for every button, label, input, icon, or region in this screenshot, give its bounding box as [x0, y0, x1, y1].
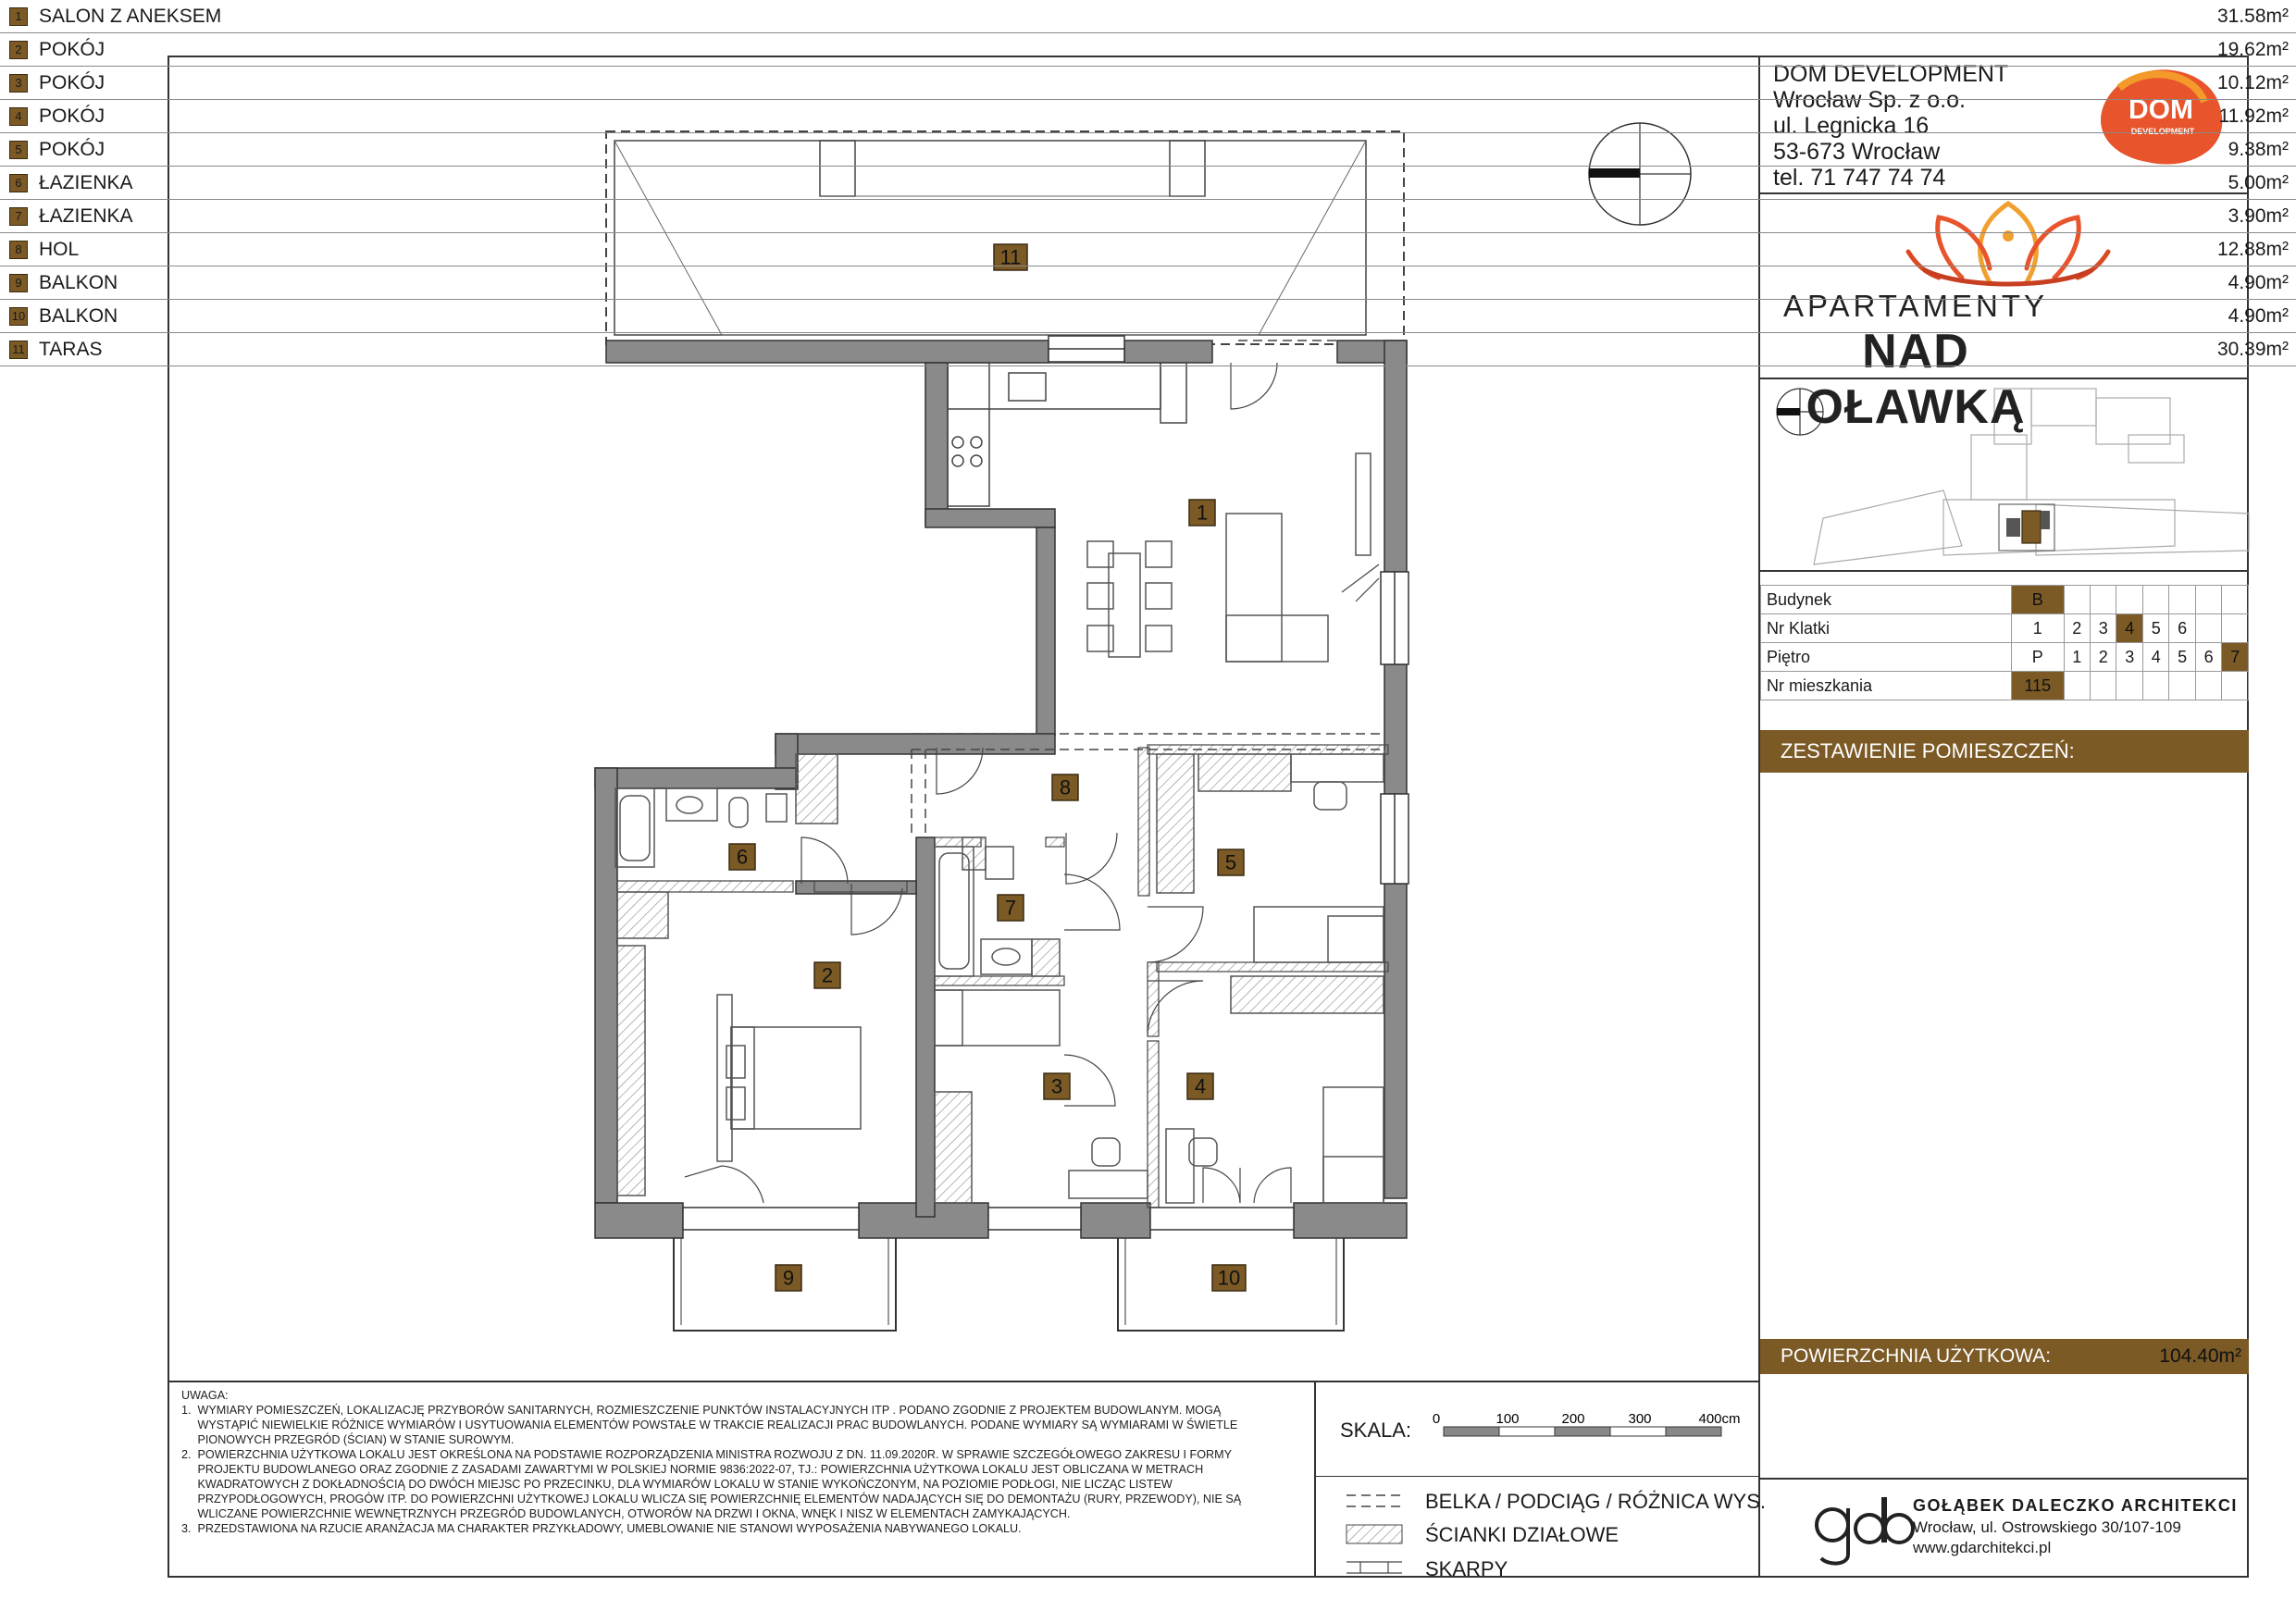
floor-option-2: 2	[2090, 643, 2116, 672]
developer-phone: tel. 71 747 74 74	[1773, 165, 1946, 191]
plan-label-1	[1189, 500, 1215, 526]
building-row	[1761, 586, 2249, 614]
plan-label-6	[729, 844, 755, 870]
legend-item-partitions: ŚCIANKI DZIAŁOWE	[1425, 1523, 1620, 1546]
room-area: 4.90m²	[2228, 272, 2289, 293]
room-number-badge: 1	[9, 7, 28, 26]
room-area: 4.90m²	[2228, 305, 2289, 327]
room-row	[0, 100, 2296, 133]
notes-block	[181, 1388, 1310, 1536]
scale-bar	[1433, 1411, 1741, 1436]
developer-city: 53-673 Wrocław	[1773, 139, 1941, 165]
floor-option-p: P	[2012, 643, 2065, 672]
room-number-badge: 6	[9, 174, 28, 192]
plan-label-7	[998, 895, 1024, 921]
floor-option-4: 4	[2142, 643, 2168, 672]
svg-text:3: 3	[1050, 1074, 1063, 1098]
room-row	[0, 200, 2296, 233]
plan-label-5	[1218, 849, 1244, 875]
svg-text:10: 10	[1217, 1266, 1241, 1290]
hatched-wall-icon	[1347, 1525, 1402, 1543]
svg-text:DEVELOPMENT: DEVELOPMENT	[2130, 127, 2195, 136]
scale-tick-1: 100	[1496, 1411, 1520, 1427]
floor-option-7: 7	[2222, 643, 2249, 672]
plan-label-10	[1212, 1265, 1246, 1291]
room-number-badge: 2	[9, 41, 28, 59]
window-reveal-icon	[1347, 1562, 1402, 1573]
room-name: POKÓJ	[39, 72, 105, 93]
bedroom-5-furniture	[1157, 754, 1384, 962]
note-line: UWAGA:	[181, 1389, 229, 1402]
plan-label-4	[1187, 1073, 1213, 1099]
svg-text:4: 4	[1194, 1074, 1207, 1098]
plan-label-3	[1044, 1073, 1070, 1099]
room-number-badge: 5	[9, 141, 28, 159]
note-line: PROJEKTU BUDOWLANEGO ORAZ ZGODNIE Z ZASADAMI ZAWARTYMI W POLSKIEJ NORMIE 9836:2022-07, TJ.: POWIERZCHNIA UŻYTKOWA LOKALU JEST OBLICZANA W METRACH	[181, 1463, 1204, 1476]
staircase-label: Nr Klatki	[1761, 614, 2012, 643]
apartment-meta-table	[1760, 585, 2249, 700]
note-line: WLICZANE POWIERZCHNIE WEWNĘTRZNYCH PRZEGRÓD BUDOWLANYCH, OTWORÓW NA DRZWI I OKNA, WNĘK I NISZ W ELEMENTACH ZAMYKAJĄCYCH.	[181, 1507, 1071, 1520]
plan-label-8	[1052, 774, 1078, 800]
floor-label: Piętro	[1761, 643, 2012, 672]
room-area: 9.38m²	[2228, 139, 2289, 160]
room-name: TARAS	[39, 339, 103, 360]
floor-option-6: 6	[2195, 643, 2221, 672]
floor-option-1: 1	[2064, 643, 2090, 672]
svg-text:11: 11	[999, 245, 1022, 269]
architect-address: Wrocław, ul. Ostrowskiego 30/107-109	[1913, 1518, 2181, 1536]
legend-item-reveals: SKARPY	[1425, 1557, 1508, 1580]
plan-label-2	[814, 962, 840, 988]
room-row	[0, 67, 2296, 100]
room-number-badge: 9	[9, 274, 28, 292]
note-line: PIONOWYCH PRZEGRÓD (ŚCIAN) W STANIE SUROWYM.	[181, 1433, 515, 1446]
room-area: 31.58m²	[2216, 6, 2289, 27]
project-title-line1: APARTAMENTY	[1782, 289, 2049, 323]
building-label: Budynek	[1761, 586, 2012, 614]
svg-text:2: 2	[821, 963, 834, 987]
gda-architects-logo	[1817, 1497, 1913, 1564]
developer-company: Wrocław Sp. z o.o.	[1773, 87, 1966, 113]
room-name: BALKON	[39, 305, 118, 327]
architect-web: www.gdarchitekci.pl	[1913, 1539, 2052, 1556]
room-row	[0, 167, 2296, 200]
kitchen-counter	[948, 363, 1186, 506]
room-area: 5.00m²	[2228, 172, 2289, 193]
apartment-value: 115	[2012, 672, 2065, 700]
note-line: KWADRATOWYCH Z DOKŁADNOŚCIĄ DO DWÓCH MIEJSC PO PRZECINKU, DLA WYMIARÓW LOKALU W STANIE WYKOŃCZONYM, NA POZIOMIE PODŁOGI, NIE LICZĄC LISTEW	[181, 1478, 1173, 1491]
living-furniture	[1087, 453, 1371, 662]
room-name: POKÓJ	[39, 139, 105, 160]
project-title-line2: NAD OŁAWKĄ	[1806, 325, 2026, 434]
developer-street: ul. Legnicka 16	[1773, 113, 1930, 139]
outdoor-row	[0, 333, 2296, 366]
room-row	[0, 0, 2296, 33]
svg-text:7: 7	[1004, 896, 1017, 920]
scale-tick-0: 0	[1432, 1411, 1441, 1427]
usable-area-label: POWIERZCHNIA UŻYTKOWA:	[1781, 1345, 2052, 1367]
room-row	[0, 33, 2296, 67]
staircase-option-3: 3	[2090, 614, 2116, 643]
note-line: 2. POWIERZCHNIA UŻYTKOWA LOKALU JEST OKREŚLONA NA PODSTAWIE ROZPORZĄDZENIA MINISTRA ROZWOJU Z DN. 11.09.2020R. W SPRAWIE SZCZEGÓŁOWEGO ZAKRESU I FORMY	[181, 1448, 1233, 1461]
svg-text:1: 1	[1196, 501, 1209, 525]
room-row	[0, 133, 2296, 167]
note-line: 3. PRZEDSTAWIONA NA RZUCIE ARANŻACJA MA CHARAKTER PRZYKŁADOWY, UMEBLOWANIE NIE STANOWI WYPOSAŻENIA NABYWANEGO LOKALU.	[181, 1522, 1022, 1535]
note-line: WYSTĄPIĆ NIEWIELKIE RÓŻNICE WYMIARÓW I USYTUOWANIA ELEMENTÓW POWSTAŁE W TRAKCIE REALIZACJI PRAC BUDOWLANYCH. PODANE WYMIARY SĄ WYMIARAMI W ŚWIETLE	[181, 1419, 1238, 1431]
bedroom-3-furniture	[935, 990, 1148, 1203]
room-area: 30.39m²	[2216, 339, 2289, 360]
plan-label-9	[776, 1265, 801, 1291]
room-area: 12.88m²	[2216, 239, 2289, 260]
room-name: POKÓJ	[39, 39, 105, 60]
developer-name: DOM DEVELOPMENT	[1773, 61, 2009, 87]
scale-tick-3: 300	[1628, 1411, 1652, 1427]
room-area: 11.92m²	[2218, 105, 2289, 127]
scale-label: SKALA:	[1340, 1419, 1412, 1442]
outdoor-row	[0, 266, 2296, 300]
svg-text:8: 8	[1059, 775, 1072, 799]
room-number-badge: 7	[9, 207, 28, 226]
room-number-badge: 10	[9, 307, 28, 326]
note-line: 1. WYMIARY POMIESZCZEŃ, LOKALIZACJĘ PRZYBORÓW SANITARNYCH, ROZMIESZCZENIE PUNKTÓW INSTALACYJNYCH ITP . PODANO ZGODNIE Z PROJEKTEM BUDOWLANYM. MOGĄ	[181, 1404, 1222, 1417]
apartment-row	[1761, 672, 2249, 700]
floor-row	[1761, 643, 2249, 672]
svg-text:DOM: DOM	[2128, 94, 2193, 125]
staircase-row	[1761, 614, 2249, 643]
usable-area-bar	[1760, 1339, 2249, 1374]
room-name: ŁAZIENKA	[39, 172, 133, 193]
room-area: 10.12m²	[2216, 72, 2289, 93]
outdoor-row	[0, 300, 2296, 333]
svg-text:6: 6	[736, 845, 749, 869]
building-value: B	[2012, 586, 2065, 614]
room-name: ŁAZIENKA	[39, 205, 133, 227]
room-name: SALON Z ANEKSEM	[39, 6, 222, 27]
floor-option-3: 3	[2116, 643, 2142, 672]
staircase-option-4: 4	[2116, 614, 2142, 643]
room-number-badge: 3	[9, 74, 28, 93]
svg-text:5: 5	[1224, 850, 1237, 874]
staircase-option-2: 2	[2064, 614, 2090, 643]
staircase-option-5: 5	[2142, 614, 2168, 643]
outdoor-list	[0, 266, 2296, 366]
dashed-line-icon	[1347, 1495, 1402, 1506]
scale-tick-4: 400cm	[1698, 1411, 1741, 1427]
room-name: BALKON	[39, 272, 118, 293]
room-number-badge: 11	[9, 341, 28, 359]
scale-tick-2: 200	[1561, 1411, 1585, 1427]
room-area: 19.62m²	[2216, 39, 2289, 60]
staircase-option-1: 1	[2012, 614, 2065, 643]
room-area: 3.90m²	[2228, 205, 2289, 227]
room-name: POKÓJ	[39, 105, 105, 127]
architect-name: GOŁĄBEK DALECZKO ARCHITEKCI	[1913, 1496, 2238, 1515]
legend-item-beam: BELKA / PODCIĄG / RÓŻNICA WYS.	[1425, 1490, 1766, 1513]
rooms-list	[0, 0, 2296, 266]
rooms-header: ZESTAWIENIE POMIESZCZEŃ:	[1760, 730, 2249, 773]
usable-area-value: 104.40m²	[2159, 1345, 2241, 1367]
apartment-label: Nr mieszkania	[1761, 672, 2012, 700]
room-number-badge: 4	[9, 107, 28, 126]
staircase-option-6: 6	[2169, 614, 2195, 643]
svg-text:9: 9	[782, 1266, 795, 1290]
room-row	[0, 233, 2296, 266]
floor-option-5: 5	[2169, 643, 2195, 672]
room-name: HOL	[39, 239, 80, 260]
room-number-badge: 8	[9, 241, 28, 259]
note-line: PRZYPODŁOGOWYCH, PROGÓW ITP. DO POWIERZCHNI UŻYTKOWEJ LOKALU WLICZA SIĘ POWIERZCHNIĘ ELEMENTÓW NADAJĄCYCH SIĘ DO DEMONTAŻU (RURY, PRZEWODY), NIE SĄ	[181, 1493, 1242, 1505]
